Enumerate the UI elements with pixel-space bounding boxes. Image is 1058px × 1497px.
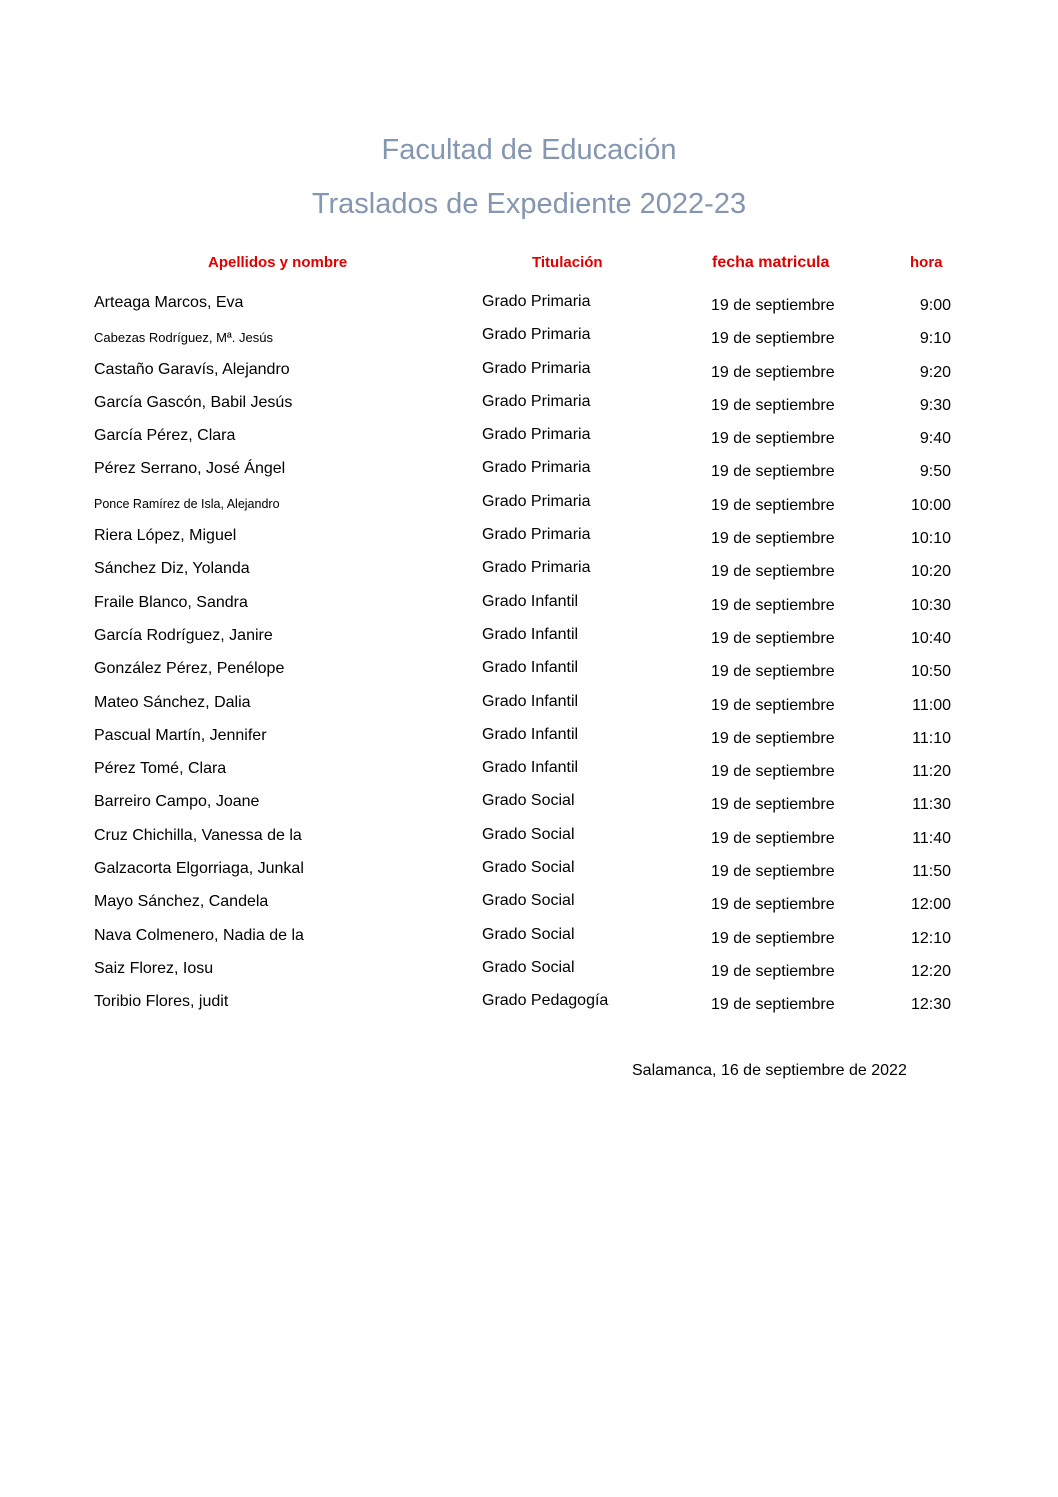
row-hora: 12:30	[910, 996, 951, 1014]
row-name: Pascual Martín, Jennifer	[94, 726, 267, 744]
row-name: Fraile Blanco, Sandra	[94, 593, 248, 611]
row-name: Cruz Chichilla, Vanessa de la	[94, 826, 302, 844]
row-hora: 9:50	[919, 463, 951, 481]
row-titulacion: Grado Pedagogía	[482, 992, 609, 1010]
row-name: Mayo Sánchez, Candela	[94, 893, 269, 911]
row-name: Toribio Flores, judit	[94, 993, 229, 1011]
table-row	[0, 556, 1058, 589]
row-titulacion: Grado Primaria	[482, 392, 591, 410]
row-fecha: 19 de septiembre	[711, 530, 835, 548]
row-hora: 9:30	[919, 396, 951, 414]
table-row	[0, 523, 1058, 556]
row-fecha: 19 de septiembre	[711, 996, 835, 1014]
row-titulacion: Grado Social	[482, 792, 575, 810]
row-fecha: 19 de septiembre	[711, 330, 835, 348]
document-title: Facultad de Educación	[381, 134, 677, 166]
row-hora: 10:40	[910, 629, 951, 647]
row-hora: 9:20	[919, 363, 951, 381]
row-titulacion: Grado Infantil	[482, 625, 579, 643]
row-name: Riera López, Miguel	[94, 527, 237, 545]
row-fecha: 19 de septiembre	[711, 763, 835, 781]
row-name: Saiz Florez, Iosu	[94, 959, 214, 977]
row-hora: 11:20	[912, 763, 951, 781]
row-hora: 9:10	[919, 330, 951, 348]
row-fecha: 19 de septiembre	[711, 297, 835, 314]
row-hora: 10:50	[910, 663, 951, 681]
row-name: Arteaga Marcos, Eva	[94, 294, 244, 311]
table-row	[0, 456, 1058, 489]
row-hora: 10:10	[910, 530, 951, 548]
row-titulacion: Grado Infantil	[482, 725, 579, 743]
table-row	[0, 590, 1058, 623]
row-name: Cabezas Rodríguez, Mª. Jesús	[94, 330, 273, 346]
row-name: García Pérez, Clara	[94, 427, 236, 445]
row-fecha: 19 de septiembre	[711, 596, 835, 614]
row-titulacion: Grado Social	[482, 892, 575, 910]
row-fecha: 19 de septiembre	[711, 929, 835, 947]
row-name: García Rodríguez, Janire	[94, 626, 273, 644]
row-titulacion: Grado Social	[482, 859, 575, 877]
header-fecha: fecha matricula	[712, 254, 830, 271]
row-name: Galzacorta Elgorriaga, Junkal	[94, 860, 304, 878]
row-name: Barreiro Campo, Joane	[94, 793, 260, 811]
row-titulacion: Grado Social	[482, 958, 575, 976]
table-row	[0, 923, 1058, 956]
row-hora: 9:00	[919, 297, 951, 314]
row-fecha: 19 de septiembre	[711, 363, 835, 381]
row-name: Sánchez Diz, Yolanda	[94, 560, 250, 578]
row-fecha: 19 de septiembre	[711, 663, 835, 681]
table-row	[0, 956, 1058, 989]
table-row	[0, 723, 1058, 756]
row-fecha: 19 de septiembre	[711, 629, 835, 647]
row-titulacion: Grado Infantil	[482, 692, 579, 710]
row-titulacion: Grado Primaria	[482, 526, 591, 544]
table-row	[0, 390, 1058, 423]
row-name: Castaño Garavís, Alejandro	[94, 360, 290, 378]
row-name: Pérez Tomé, Clara	[94, 760, 227, 778]
table-row	[0, 823, 1058, 856]
table-row	[0, 290, 1058, 323]
row-hora: 11:00	[912, 696, 951, 714]
row-fecha: 19 de septiembre	[711, 863, 835, 881]
row-titulacion: Grado Social	[482, 925, 575, 943]
row-hora: 10:20	[910, 563, 951, 581]
table-row	[0, 789, 1058, 822]
table-row	[0, 856, 1058, 889]
row-hora: 12:10	[910, 929, 951, 947]
row-hora: 9:40	[919, 430, 951, 448]
row-name: Nava Colmenero, Nadia de la	[94, 926, 304, 944]
row-hora: 10:30	[910, 596, 951, 614]
row-hora: 11:10	[912, 729, 951, 747]
row-titulacion: Grado Primaria	[482, 492, 591, 510]
row-titulacion: Grado Infantil	[482, 659, 579, 677]
row-fecha: 19 de septiembre	[711, 496, 835, 514]
table-row	[0, 623, 1058, 656]
row-hora: 11:50	[912, 863, 951, 881]
row-fecha: 19 de septiembre	[711, 896, 835, 914]
table-row	[0, 656, 1058, 689]
row-name: Ponce Ramírez de Isla, Alejandro	[94, 496, 280, 511]
footer-place-date: Salamanca, 16 de septiembre de 2022	[632, 1062, 907, 1079]
table-row	[0, 989, 1058, 1022]
table-body	[0, 290, 1058, 1023]
row-name: Pérez Serrano, José Ángel	[94, 460, 286, 478]
row-titulacion: Grado Primaria	[482, 359, 591, 377]
row-hora: 12:20	[910, 962, 951, 980]
row-titulacion: Grado Primaria	[482, 326, 591, 344]
row-fecha: 19 de septiembre	[711, 463, 835, 481]
row-titulacion: Grado Primaria	[482, 459, 591, 477]
table-row	[0, 323, 1058, 356]
header-name: Apellidos y nombre	[208, 254, 348, 271]
header-titulacion: Titulación	[532, 254, 603, 271]
document-subtitle: Traslados de Expediente 2022-23	[311, 188, 747, 220]
table-row	[0, 756, 1058, 789]
row-titulacion: Grado Infantil	[482, 759, 579, 777]
row-titulacion: Grado Social	[482, 825, 575, 843]
table-row	[0, 490, 1058, 523]
row-titulacion: Grado Primaria	[482, 293, 591, 310]
row-titulacion: Grado Primaria	[482, 426, 591, 444]
row-name: García Gascón, Babil Jesús	[94, 393, 293, 411]
row-titulacion: Grado Infantil	[482, 592, 579, 610]
row-name: González Pérez, Penélope	[94, 660, 285, 678]
table-row	[0, 423, 1058, 456]
row-name: Mateo Sánchez, Dalia	[94, 693, 251, 711]
row-fecha: 19 de septiembre	[711, 696, 835, 714]
header-hora: hora	[910, 254, 943, 271]
row-hora: 11:30	[912, 796, 951, 814]
row-fecha: 19 de septiembre	[711, 729, 835, 747]
row-fecha: 19 de septiembre	[711, 430, 835, 448]
row-hora: 10:00	[910, 496, 951, 514]
row-fecha: 19 de septiembre	[711, 962, 835, 980]
row-fecha: 19 de septiembre	[711, 396, 835, 414]
row-titulacion: Grado Primaria	[482, 559, 591, 577]
table-row	[0, 889, 1058, 922]
row-hora: 12:00	[910, 896, 951, 914]
row-fecha: 19 de septiembre	[711, 829, 835, 847]
table-row	[0, 357, 1058, 390]
table-row	[0, 690, 1058, 723]
row-hora: 11:40	[912, 829, 951, 847]
row-fecha: 19 de septiembre	[711, 563, 835, 581]
row-fecha: 19 de septiembre	[711, 796, 835, 814]
